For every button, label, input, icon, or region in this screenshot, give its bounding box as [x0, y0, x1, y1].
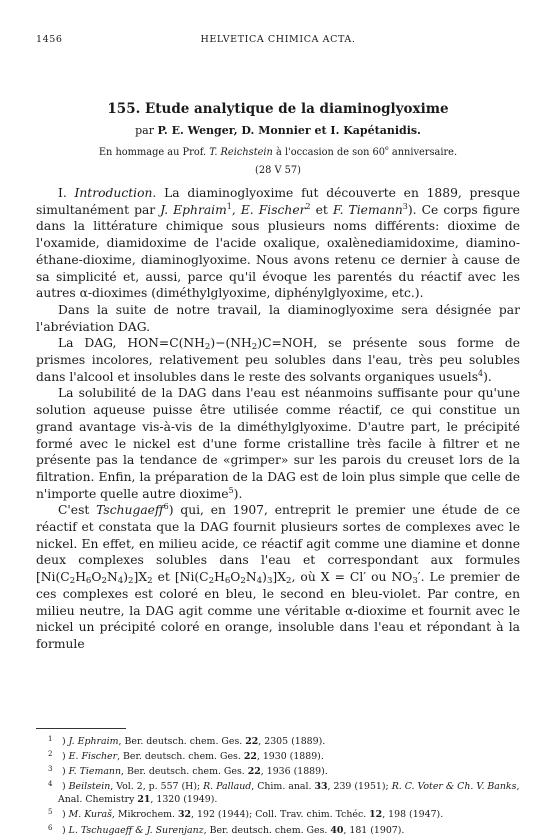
footnote: 4 ) Beilstein, Vol. 2, p. 557 (H); R. Pallaud, Chim. anal. 33, 239 (1951); R. C. Voter & Ch. V. Banks, Anal. Chemistry 21, 1320 (1949). — [48, 780, 520, 806]
footnote: 5 ) M. Kuraš, Mikrochem. 32, 192 (1944); Coll. Trav. chim. Tchéc. 12, 198 (1947). — [48, 808, 444, 821]
text: ) — [262, 570, 267, 585]
authors: P. E. Wenger, D. Monnier et I. Kapétanidis. — [157, 124, 421, 137]
footnote-volume: 12 — [369, 809, 383, 821]
article-title: 155. Etude analytique de la diaminoglyoxime — [107, 101, 449, 117]
footnote-text: 1930 (1889). — [262, 751, 324, 763]
footnote-number: 2 — [48, 750, 53, 759]
by-word: par — [135, 124, 154, 137]
footnote-number: 1 — [48, 735, 53, 743]
footnote-ref[interactable]: 2 — [305, 201, 311, 211]
text: ]X — [272, 570, 286, 585]
footnote-ref[interactable]: 5 — [228, 485, 234, 495]
ordinal-sup: e — [384, 144, 389, 152]
footnote-author: R. C. Voter & Ch. V. Banks — [391, 781, 517, 793]
author-ref: J. Ephraim — [160, 202, 227, 217]
footnote-text: 192 (1944); Coll. Trav. chim. Tchéc. — [197, 809, 367, 821]
footnote-volume: 21 — [137, 794, 151, 806]
dedication-text: anniversaire. — [391, 147, 458, 158]
footnote-text: 239 (1951); — [333, 781, 389, 793]
footnote: 6 ) L. Tschugaeff & J. Surenjanz, Ber. deutsch. chem. Ges. 40, 181 (1907). — [48, 823, 405, 836]
text: La diaminoglyoxime fut découverte en 1889, presque simultanément par — [36, 186, 520, 217]
footnote-volume: 40 — [330, 824, 344, 836]
footnote-ref[interactable]: 1 — [226, 201, 232, 211]
text: ]X — [133, 570, 148, 585]
footnote-text: 1936 (1889). — [266, 766, 328, 778]
footnotes — [36, 733, 520, 837]
text: qui, en 1907, entreprit le premier une étude de ce réactif et constata que la DAG fournit plusieurs sortes de complexes avec le nickel. En effet, en milieu acide, ce réactif agit comme une diamine et donne deux complexes solubles dans l'eau et correspondant aux formules [Ni(C — [36, 503, 520, 585]
footnote-text: Anal. Chemistry — [58, 794, 135, 806]
footnote-number: 5 — [48, 808, 53, 817]
footnote-author: Beilstein — [68, 781, 111, 793]
text: La DAG, HON=C(NH — [58, 336, 205, 351]
author-line — [36, 124, 520, 137]
footnote-volume: 22 — [243, 751, 257, 763]
text: ) — [123, 570, 129, 585]
footnote-divider — [36, 728, 126, 729]
footnote-text: 1320 (1949). — [156, 794, 218, 806]
footnote: 2 ) E. Fischer, Ber. deutsch. chem. Ges. 22, 1930 (1889). — [48, 750, 324, 763]
text: et [Ni(C — [157, 570, 209, 585]
footnote-ref[interactable]: 4 — [478, 368, 484, 378]
footnote-text: 181 (1907). — [349, 824, 405, 836]
author-ref: E. Fischer — [240, 202, 306, 217]
footnote-author: E. Fischer — [68, 751, 118, 763]
footnote-ref[interactable]: 6 — [163, 502, 169, 512]
footnote: 3 ) F. Tiemann, Ber. deutsch. chem. Ges. 22, 1936 (1889). — [48, 765, 328, 778]
section-number: I. — [58, 186, 67, 200]
footnote-text: 198 (1947). — [388, 809, 444, 821]
paragraph-solubility: La solubilité de la DAG dans l'eau est néanmoins suffisante pour qu'une solution aqueuse puisse être utilisée comme réactif, ce qui constitue un grand avantage vis-à-vis de la diméthylglyoxime. D'autre part, le précipité formé avec le nickel est d'une forme cristalline très facile à filtrer et ne présente pas la tendance de «grimper» sur les parois du creuset lors de la filtration. Enfin, la préparation de la DAG est de loin plus simple que celle de n'importe quelle autre dioxime$^5$). — [36, 386, 520, 501]
footnote-author: L. Tschugaeff & J. Surenjanz — [68, 824, 204, 836]
text: O — [91, 570, 102, 585]
section-heading: Introduction. — [74, 186, 157, 200]
text: H — [75, 570, 86, 585]
text: Ce corps figure dans la littérature chimique sous plusieurs noms différents: dioxime de l'oxamide, diamidoxime de l'acide oxalique, oxalènediamidoxime, diamino-éthane-dioxime, diaminoglyoxime. Nous avons retenu ce dernier à cause de sa simplicité et, aussi, parce qu'il évoque les parentés du réactif avec les autres α-dioximes (diméthylglyoxime, diphénylglyoxime, etc.). — [36, 202, 520, 301]
text: O — [230, 570, 241, 585]
text: La solubilité de la DAG dans l'eau est néanmoins suffisante pour qu'une solution aqueuse puisse être utilisée comme réactif, ce qui constitue un grand avantage vis-à-vis de la diméthylglyoxime. D'autre part, le précipité formé avec le nickel est d'une forme cristalline très facile à filtrer et ne présente pas la tendance de «grimper» sur les parois du creuset lors de la filtration. Enfin, la préparation de la DAG est de loin plus simple que celle de n'importe quelle autre dioxime — [36, 386, 520, 501]
received-date: (28 V 57) — [255, 165, 301, 176]
text: H — [214, 570, 225, 585]
paragraph-formula: La DAG, $HON=C(NH_2)-(NH_2)C=NOH$, se présente sous forme de prismes incolores, relativement peu solubles dans l'eau, très peu solubles dans l'alcool et insolubles dans le reste des solvants organiques usuels$^4$). — [36, 336, 520, 384]
text: )−(NH — [210, 336, 252, 351]
footnote-text: Chim. anal. — [257, 781, 312, 793]
footnote-author: J. Ephraim — [68, 736, 119, 747]
paragraph-tschugaeff: C'est Tschugaeff$^6$) qui, en 1907, entreprit le premier une étude de ce réactif et constata que la DAG fournit plusieurs sortes de complexes avec le nickel. En effet, en milieu acide, ce réactif agit comme une diamine et donne deux complexes solubles dans l'eau et correspondant aux formules $[Ni(C_2H_6O_2N_4)_2]X_2$ et $[Ni(C_2H_6O_2N_4)_3]X_2$, où X = Cl′ ou $NO_3'$. Le premier de ces complexes est coloré en bleu, le second en bleu-violet. Par contre, en milieu neutre, la DAG agit comme une véritable α-dioxime et fournit avec le nickel un précipité coloré en orange, insoluble dans l'eau et répondant à la formule — [36, 502, 520, 651]
footnote: 1 ) J. Ephraim, Ber. deutsch. chem. Ges. 22, 2305 (1889). — [48, 735, 326, 747]
text: N — [245, 570, 257, 585]
paragraph-introduction: I. Introduction. La diaminoglyoxime fut découverte en 1889, presque simultanément par J. Ephraim$^1$, E. Fischer$^2$ et F. Tiemann$^3$). Ce corps figure dans la littérature chimique sous plusieurs noms différents: dioxime de l'oxamide, diamidoxime de l'acide oxalique, oxalènediamidoxime, diamino-éthane-dioxime, diaminoglyoxime. Nous avons retenu ce dernier à cause de sa simplicité et, aussi, parce qu'il évoque les parentés du réactif avec les autres α-dioximes (diméthylglyoxime, diphénylglyoxime, etc.). — [36, 186, 520, 301]
footnote-number: 6 — [48, 823, 53, 832]
footnote-volume: 22 — [245, 736, 259, 747]
footnote-author: R. Pallaud — [203, 781, 252, 793]
article-body — [36, 185, 520, 653]
footnote-number: 4 — [48, 780, 53, 789]
footnote-author: F. Tiemann — [68, 766, 121, 778]
footnote-text: Mikrochem. — [117, 809, 176, 821]
text: N — [106, 570, 118, 585]
footnote-author: M. Kuraš — [68, 809, 112, 821]
footnote-ref[interactable]: 3 — [402, 201, 408, 211]
footnote-volume: 22 — [247, 766, 261, 778]
dedication-text: En hommage au Prof. — [98, 147, 207, 158]
running-title: HELVETICA CHIMICA ACTA. — [200, 34, 356, 45]
dedication-text: à l'occasion de son 60 — [276, 147, 385, 158]
text: , où X = Cl′ ou NO — [291, 570, 413, 585]
page-number: 1456 — [36, 34, 63, 45]
footnote-text: Ber. deutsch. chem. Ges. — [123, 751, 241, 763]
footnote-volume: 33 — [314, 781, 328, 793]
text: et — [315, 202, 328, 217]
dedication-name: T. Reichstein — [209, 147, 273, 158]
footnote-text: 2305 (1889). — [264, 736, 326, 747]
dedication — [36, 144, 520, 158]
text: ′. Le premier de ces complexes est coloré en bleu, le second en bleu-violet. Par contre, en milieu neutre, la DAG agit comme une véritable α-dioxime et fournit avec le nickel un précipité coloré en orange, insoluble dans l'eau et répondant à la formule — [36, 570, 520, 651]
paragraph-abbreviation: Dans la suite de notre travail, la diaminoglyoxime sera désignée par l'abréviation DAG. — [36, 302, 520, 334]
text: )C=NOH, se présente sous forme de prismes incolores, relativement peu solubles dans l'eau, très peu solubles dans l'alcool et insolubles dans le reste des solvants organiques usuels — [36, 336, 520, 384]
footnote-number: 3 — [48, 765, 53, 774]
footnote-text: Ber. deutsch. chem. Ges. — [126, 766, 245, 778]
text: C'est — [58, 503, 90, 518]
author-ref: Tschugaeff — [96, 503, 164, 518]
footnote-text: Ber. deutsch. chem. Ges. — [124, 736, 243, 747]
footnote-volume: 32 — [178, 809, 192, 821]
author-ref: F. Tiemann — [332, 202, 403, 217]
footnote-text: Ber. deutsch. chem. Ges. — [209, 824, 328, 836]
footnote-text: Vol. 2, p. 557 (H); — [116, 781, 201, 793]
